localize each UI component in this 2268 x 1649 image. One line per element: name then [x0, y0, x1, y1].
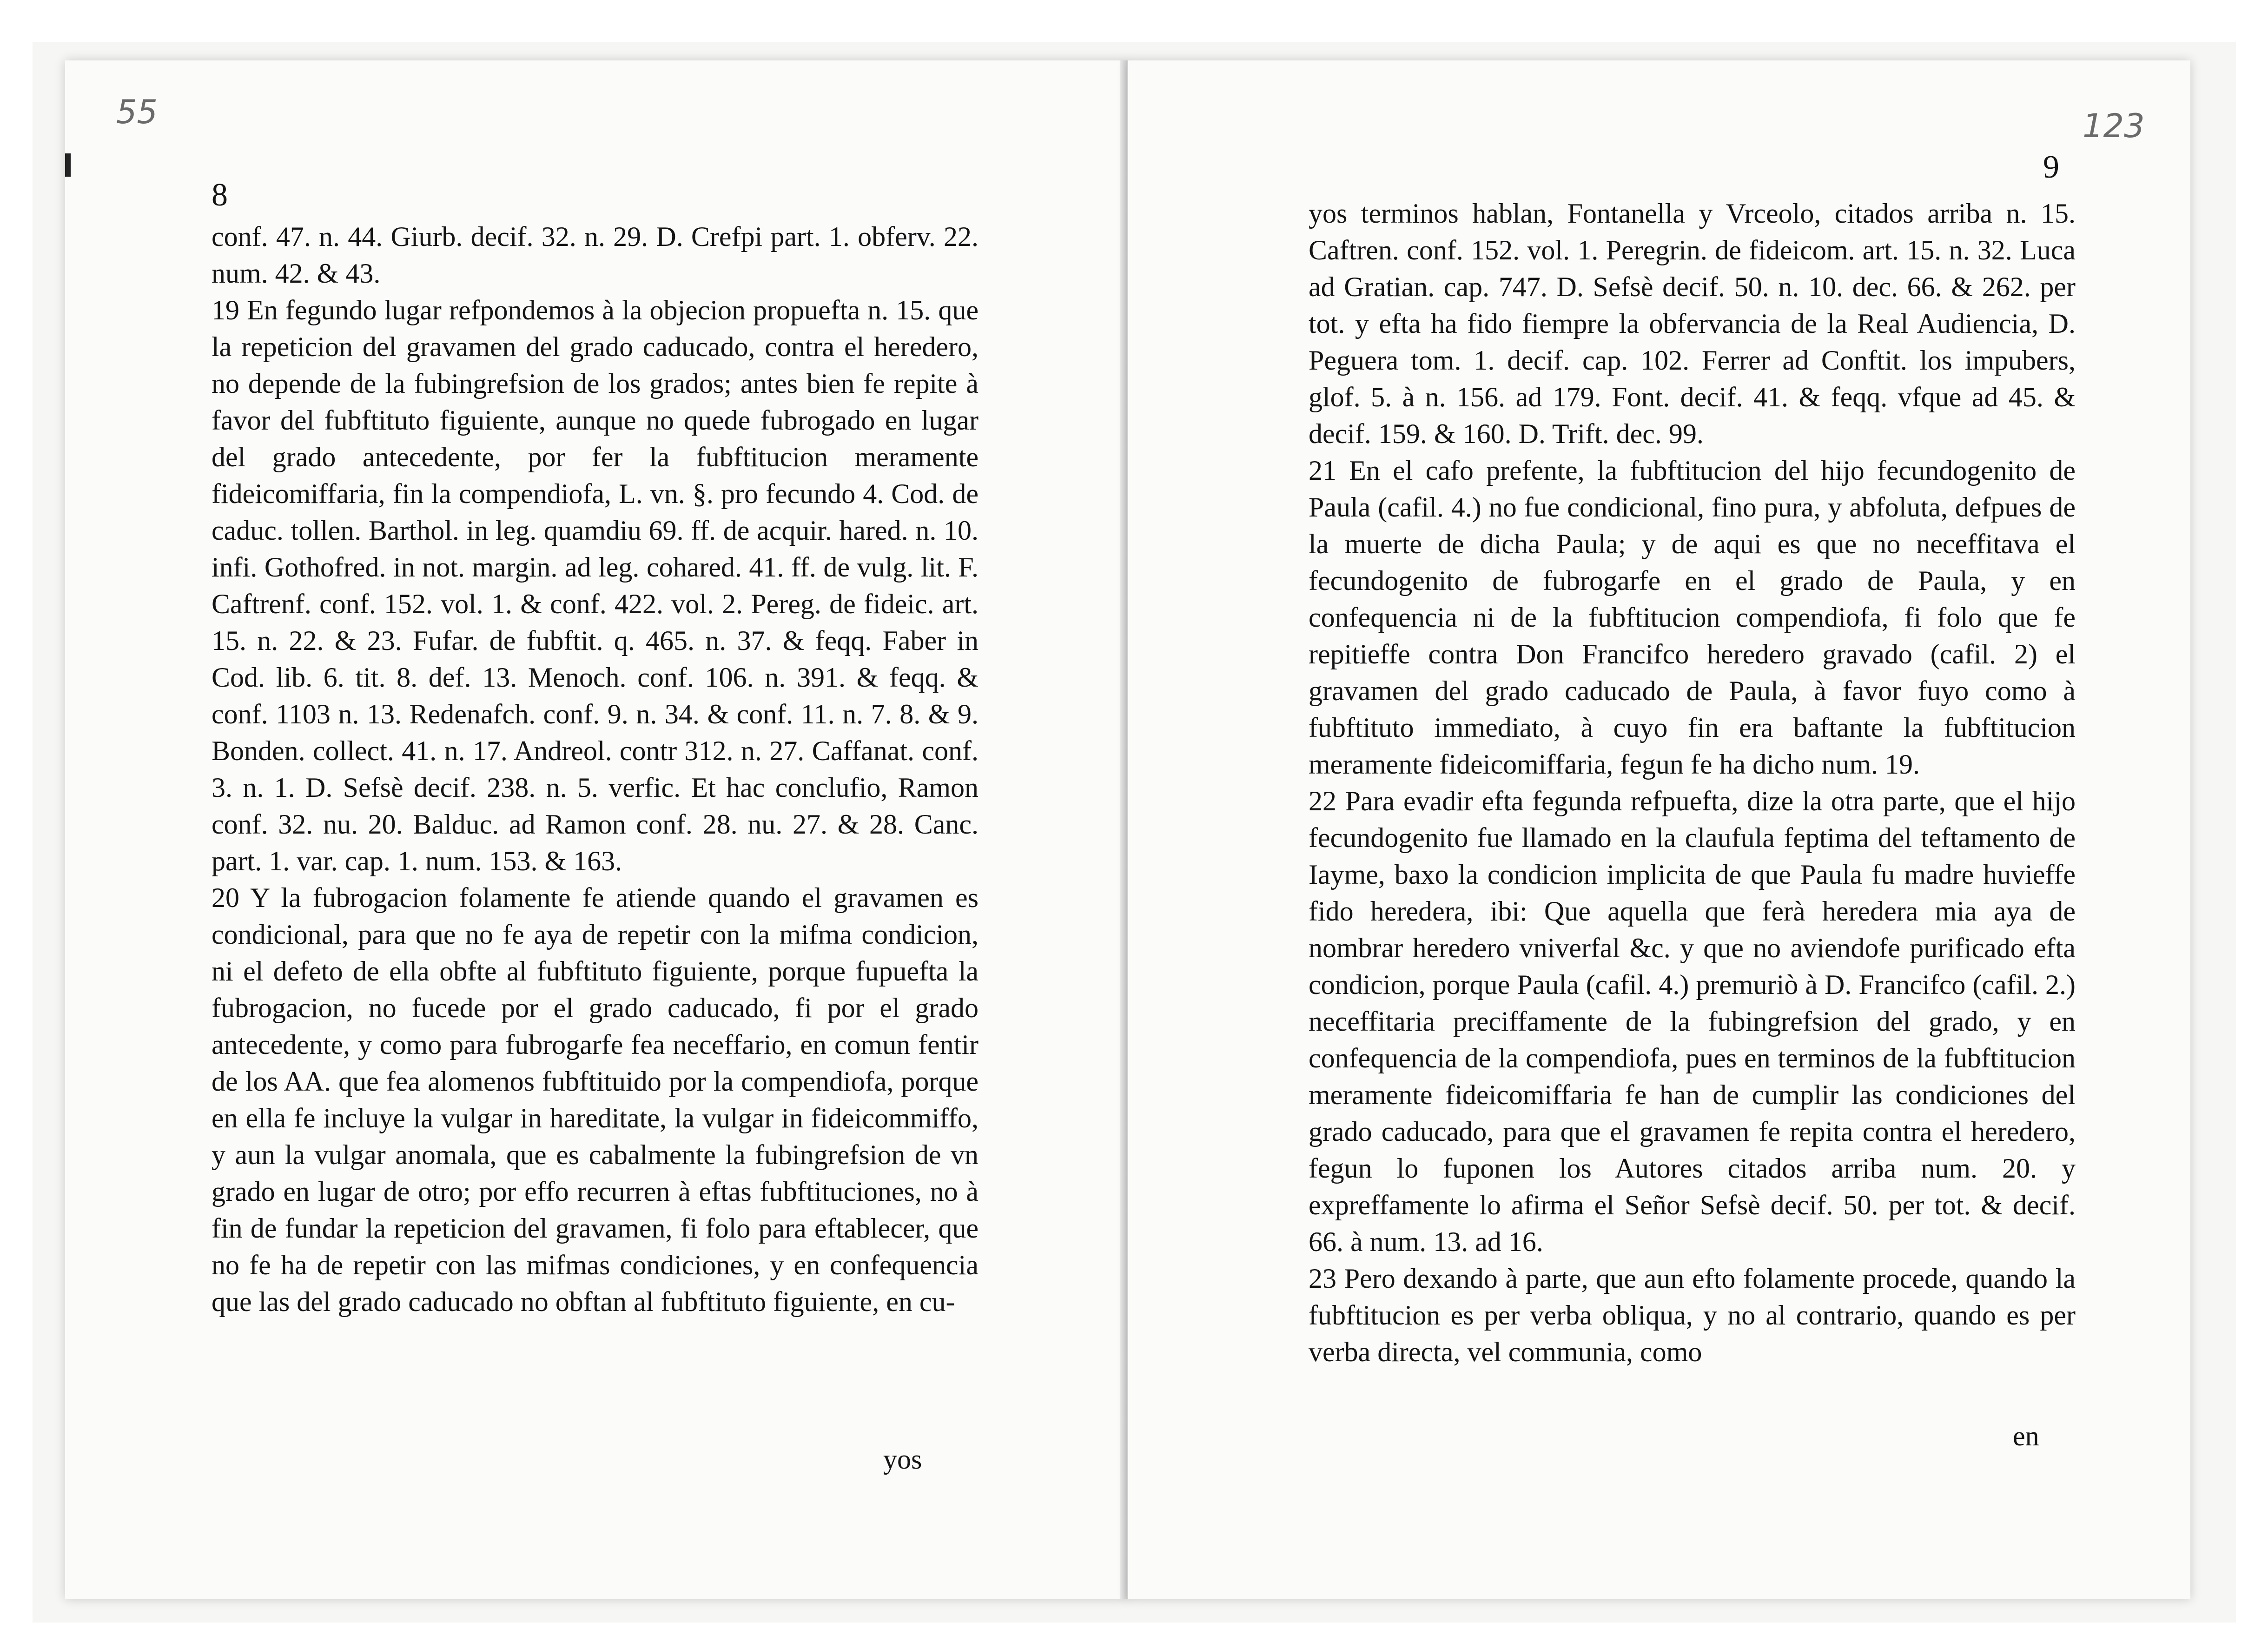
- left-paragraph: 20 Y la fubrogacion folamente fe atiende quando el gravamen es condicional, para que no fe aya de repetir con la mifma condicion, ni el defeto de ella obfte al fubftituto figuiente, porque fupuefta la fubrogacion, no fucede por el grado caducado, fi por el grado antecedente, y como para fubrogarfe fea neceffario, en comun fentir de los AA. que fea alomenos fubftituido por la compendiofa, porque en ella fe incluye la vulgar in hareditate, la vulgar in fideicommiffo, y aun la vulgar anomala, que es cabalmente la fubingrefsion de vn grado en lugar de otro; por effo recurren à eftas fubftituciones, no à fin de fundar la repeticion del gravamen, fi folo para eftablecer, que no fe ha de repetir con las mifmas condiciones, y en confequencia que las del grado caducado no obftan al fubftituto figuiente, en cu-: [212, 882, 979, 1317]
- right-paragraph: yos terminos hablan, Fontanella y Vrceolo, citados arriba n. 15. Caftren. conf. 152. vol. 1. Peregrin. de fideicom. art. 15. n. 32. Luca ad Gratian. cap. 747. D. Sefsè decif. 50. n. 10. dec. 66. & 262. per tot. y efta ha fido fiempre la obfervancia de la Real Audiencia, D. Peguera tom. 1. decif. cap. 102. Ferrer ad Conftit. los impubers, glof. 5. à n. 156. ad 179. Font. decif. 41. & feqq. vfque ad 45. & decif. 159. & 160. D. Trift. dec. 99.: [1309, 198, 2076, 449]
- left-paragraph: 19 En fegundo lugar refpondemos à la objecion propuefta n. 15. que la repeticion del gravamen del grado caducado, contra el heredero, no depende de la fubingrefsion de los grados; antes bien fe repite à favor del fubftituto figuiente, aunque no quede fubrogado en lugar del grado antecedente, por fer la fubftitucion meramente fideicomiffaria, fin la compendiofa, L. vn. §. pro fecundo 4. Cod. de caduc. tollen. Barthol. in leg. quamdiu 69. ff. de acquir. hared. n. 10. infi. Gothofred. in not. margin. ad leg. cohared. 41. ff. de vulg. lit. F. Caftrenf. conf. 152. vol. 1. & conf. 422. vol. 2. Pereg. de fideic. art. 15. n. 22. & 23. Fufar. de fubftit. q. 465. n. 37. & feqq. Faber in Cod. lib. 6. tit. 8. def. 13. Menoch. conf. 106. n. 391. & feqq. & conf. 1103 n. 13. Redenafch. conf. 9. n. 34. & conf. 11. n. 7. 8. & 9. Bonden. collect. 41. n. 17. Andreol. contr 312. n. 27. Caffanat. conf. 3. n. 1. D. Sefsè decif. 238. n. 5. verfic. Et hac conclufio, Ramon conf. 32. nu. 20. Balduc. ad Ramon conf. 28. nu. 27. & 28. Canc. part. 1. var. cap. 1. num. 153. & 163.: [212, 295, 979, 876]
- left-corner-mark: 55: [116, 93, 158, 131]
- left-catchword: yos: [883, 1444, 922, 1475]
- right-paragraph: 21 En el cafo prefente, la fubftitucion del hijo fecundogenito de Paula (cafil. 4.) no fue condicional, fino pura, y abfoluta, defpues de la muerte de dicha Paula; y de aqui es que no neceffitava el fecundogenito de fubrogarfe en el grado de Paula, y en confequencia ni de la fubftitucion compendiofa, fi folo que fe repitieffe contra Don Francifco heredero gravado (cafil. 2) el gravamen del grado caducado de Paula, à favor fuyo como à fubftituto immediato, à cuyo fin era baftante la fubftitucion meramente fideicomiffaria, fegun fe ha dicho num. 19.: [1309, 455, 2076, 780]
- left-page-text: [212, 219, 979, 1320]
- left-edge-mark: [65, 153, 71, 177]
- right-paragraph: 23 Pero dexando à parte, que aun efto folamente procede, quando la fubftitucion es per verba obliqua, y no al contrario, quando es per verba directa, vel communia, como: [1309, 1263, 2076, 1367]
- left-page-number: 8: [212, 177, 228, 213]
- right-catchword: en: [2013, 1421, 2039, 1451]
- right-corner-mark: 123: [2083, 107, 2145, 145]
- right-page-number: 9: [2043, 149, 2059, 185]
- right-paragraph: 22 Para evadir efta fegunda refpuefta, dize la otra parte, que el hijo fecundogenito fue llamado en la claufula feptima del teftamento de Iayme, baxo la condicion implicita de que Paula fu madre huvieffe fido heredera, ibi: Que aquella que ferà heredera mia aya de nombrar heredero vniverfal &c. y que no aviendofe purificado efta condicion, porque Paula (cafil. 4.) premuriò à D. Francifco (cafil. 2.) neceffitaria preciffamente de la fubingrefsion del grado, y en confequencia de la compendiofa, pues en terminos de la fubftitucion meramente fideicomiffaria fe han de cumplir las condiciones del grado caducado, para que el gravamen fe repita contra el heredero, fegun lo fuponen los Autores citados arriba num. 20. y expreffamente lo afirma el Señor Sefsè decif. 50. per tot. & decif. 66. à num. 13. ad 16.: [1309, 786, 2076, 1257]
- right-page-text: [1309, 195, 2076, 1371]
- left-paragraph: conf. 47. n. 44. Giurb. decif. 32. n. 29. D. Crefpi part. 1. obferv. 22. num. 42. & 43.: [212, 221, 979, 289]
